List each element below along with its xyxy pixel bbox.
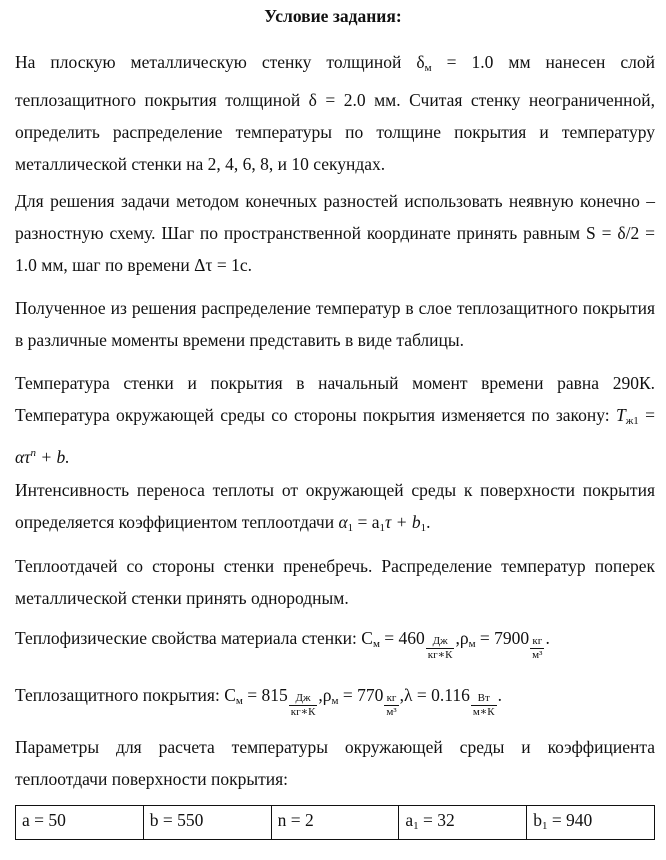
formula-T: T [615,405,626,425]
paragraph-wall-assumption: Теплоотдачей со стороны стенки пренебречь. Распределение температур поперек металлической стенки принять однородным. [15,556,655,608]
formula-alpha-tau: ατ [15,447,31,467]
paragraph-parameters-intro: Параметры для расчета температуры окружающей среды и коэффициента теплоотдачи поверхности покрытия: [15,737,655,789]
numerator: кг [384,692,398,706]
fraction-conductivity-units [471,692,497,719]
subscript: 1 [541,820,548,832]
delta-symbol: δ [416,52,425,72]
subscript: 1 [379,522,386,534]
param-cell-a: a = 50 [16,806,144,840]
formula-plus-b: + b. [35,447,70,467]
paragraph-problem-statement [15,46,655,180]
subscript: м [235,695,243,707]
paragraph-initial-conditions [15,367,655,473]
text: ,ρ [318,685,332,705]
subscript: м [372,638,380,650]
text: . [426,512,431,532]
text: b [533,810,542,830]
text: a [405,810,414,830]
text: Температура стенки и покрытия в начальный момент времени равна 290К. Температура окружающей среды со стороны покрытия изменяется по закону: [15,373,655,425]
paragraph-method: Для решения задачи методом конечных разностей использовать неявную конечно – разностную схему. Шаг по пространственной координате принять равным S = δ/2 = 1.0 мм, шаг по времени Δτ = 1с. [15,191,655,275]
subscript: 1 [420,522,427,534]
denominator: м³ [386,706,397,718]
param-cell-n: n = 2 [271,806,399,840]
denominator: м³ [532,649,543,661]
text: . [497,685,502,705]
numerator: кг [530,635,544,649]
paragraph-output-format: Полученное из решения распределение температур в слое теплозащитного покрытия в различные моменты времени представить в виде таблицы. [15,298,655,350]
page-title: Условие задания: [264,6,402,26]
fraction-density-units [530,635,544,662]
formula-alpha: α [338,512,348,532]
text: ,λ = 0.116 [399,685,470,705]
formula-tau-plus-b: τ + b [385,512,421,532]
text: На плоскую металлическую стенку толщиной [15,52,417,72]
numerator: Дж [289,692,318,706]
param-cell-b: b = 550 [143,806,271,840]
fraction-heat-capacity-units [289,692,318,719]
subscript: 1 [413,820,419,832]
text: = 460 [379,628,425,648]
text: = 1.0 мм нанесен слой теплозащитного покрытия толщиной δ = 2.0 мм. Считая стенку неограниченной, определить распределение температуры по толщине покрытия и температуру металлической стенки на 2, 4, 6, 8, и 10 секундах. [15,52,655,174]
subscript: м [331,695,339,707]
subscript: м [468,638,476,650]
table-row [16,806,655,840]
paragraph-heat-transfer [15,474,655,544]
denominator: кг∗К [427,649,453,661]
superscript: n [30,447,36,459]
denominator: кг∗К [290,706,316,718]
parameters-table [15,805,655,840]
text: ,ρ [455,628,469,648]
subscript: ж1 [625,415,639,427]
numerator: Вт [471,692,497,706]
text: = 7900 [475,628,530,648]
param-cell-b1 [527,806,655,840]
text: Теплофизические свойства материала стенки: С [15,628,373,648]
text: . [545,628,550,648]
text: = 940 [547,810,593,830]
fraction-heat-capacity-units [426,635,455,662]
coating-properties-line [15,685,502,719]
denominator: м∗К [472,706,495,718]
text: Теплозащитного покрытия: С [15,685,236,705]
text: = 32 [418,810,455,830]
text: = 815 [242,685,288,705]
text: = [638,405,655,425]
subscript: 1 [347,522,354,534]
text: = a [353,512,380,532]
fraction-density-units [384,692,398,719]
numerator: Дж [426,635,455,649]
param-cell-a1 [399,806,527,840]
text: = 770 [338,685,384,705]
wall-properties-line [15,628,550,662]
subscript: м [424,62,432,74]
text: Интенсивность переноса теплоты от окружающей среды к поверхности покрытия определяется коэффициентом теплоотдачи [15,480,655,532]
